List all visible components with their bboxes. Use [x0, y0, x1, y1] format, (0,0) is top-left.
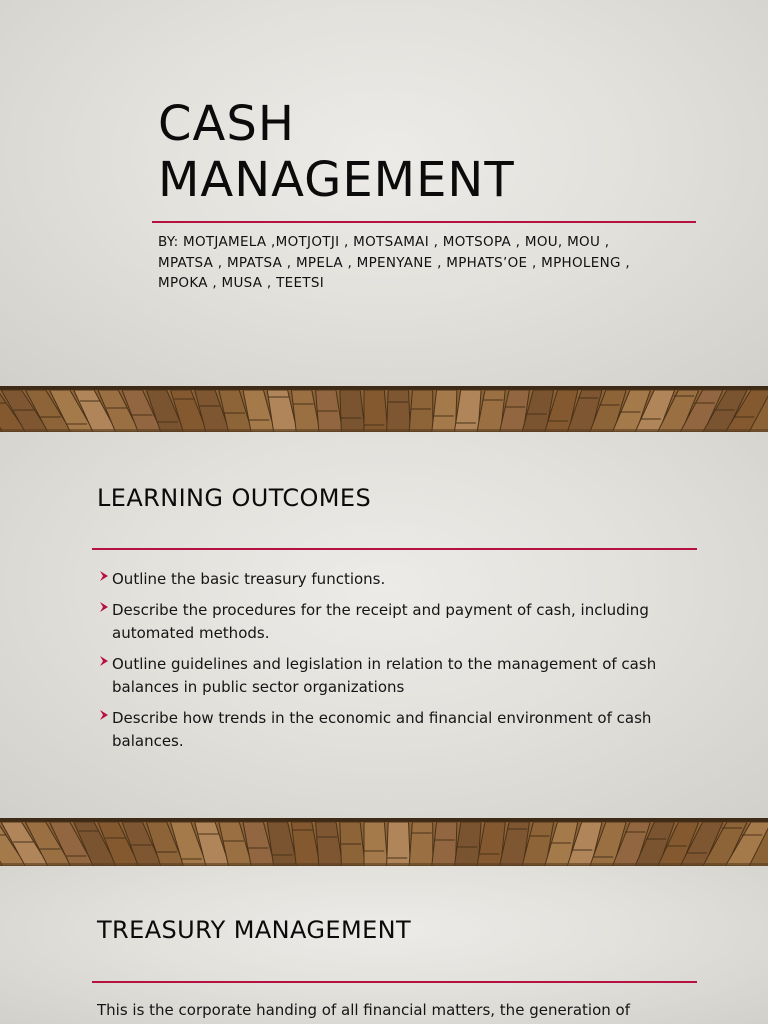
authors-line3: MPOKA , MUSA , TEETSI [158, 275, 324, 291]
list-item-text: Describe the procedures for the receipt and payment of cash, including automated methods. [112, 600, 649, 642]
slide-heading: LEARNING OUTCOMES [97, 484, 372, 512]
slide-title-line2: MANAGEMENT [158, 152, 515, 208]
list-item [98, 568, 698, 592]
list-item-text: Outline guidelines and legislation in relation to the management of cash balances in public sector organizations [112, 654, 657, 696]
list-item-text: Describe how trends in the economic and financial environment of cash balances. [112, 708, 652, 750]
authors-text [158, 232, 658, 294]
wood-floor-divider [0, 386, 768, 432]
arrow-bullet-icon [98, 708, 110, 722]
heading-divider [92, 981, 697, 983]
slide-paragraph: This is the corporate handing of all financial matters, the generation of [97, 1001, 630, 1019]
list-item [98, 653, 698, 700]
treasury-management-slide [0, 866, 768, 1024]
title-divider [152, 221, 696, 223]
bullet-list [98, 568, 698, 761]
wood-floor-pattern [0, 386, 768, 432]
learning-outcomes-slide [0, 432, 768, 818]
list-item [98, 599, 698, 646]
heading-divider [92, 548, 697, 550]
authors-line2: MPATSA , MPATSA , MPELA , MPENYANE , MPHATS’OE , MPHOLENG , [158, 254, 630, 271]
list-item-text: Outline the basic treasury functions. [112, 570, 386, 588]
slide-heading: TREASURY MANAGEMENT [97, 916, 412, 944]
authors-line1: BY: MOTJAMELA ,MOTJOTJI , MOTSAMAI , MOTSOPA , MOU, MOU , [158, 234, 610, 250]
slide-title-line1: CASH [158, 96, 295, 152]
wood-floor-divider [0, 818, 768, 866]
slide-title [158, 96, 718, 208]
list-item [98, 707, 698, 754]
arrow-bullet-icon [98, 569, 110, 583]
arrow-bullet-icon [98, 654, 110, 668]
arrow-bullet-icon [98, 600, 110, 614]
title-slide [0, 0, 768, 386]
wood-floor-pattern [0, 818, 768, 866]
